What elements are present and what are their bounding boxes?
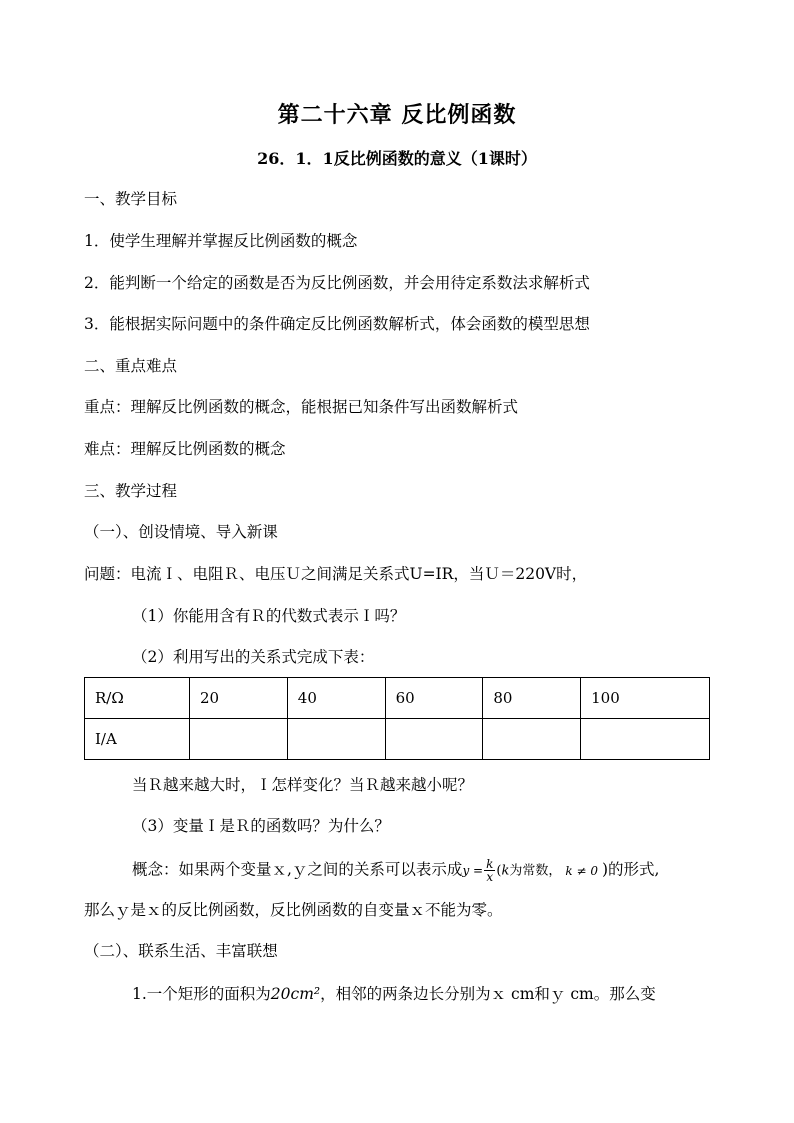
formula-paren: ( [496, 863, 502, 879]
section-heading-key-points: 二、重点难点 [84, 357, 178, 375]
example-1 [132, 983, 656, 1005]
goal-3: 3．能根据实际问题中的条件确定反比例函数解析式，体会函数的模型思想 [84, 315, 590, 333]
table-cell: 80 [483, 678, 581, 719]
problem-statement: 问题：电流Ｉ、电阻Ｒ、电压Ｕ之间满足关系式U=IR，当Ｕ＝220V时， [84, 565, 588, 583]
key-point: 重点：理解反比例函数的概念，能根据已知条件写出函数解析式 [84, 398, 519, 416]
table-cell [581, 719, 710, 760]
subsection-1: （一）、创设情境、导入新课 [84, 523, 278, 541]
formula-k: k [501, 863, 510, 879]
lesson-subtitle: 26．1．1反比例函数的意义（1课时） [257, 149, 537, 168]
fraction-numerator: k [486, 857, 494, 871]
concept-line [132, 858, 659, 883]
goal-2: 2．能判断一个给定的函数是否为反比例函数，并会用待定系数法求解析式 [84, 274, 590, 292]
formula-fraction [484, 858, 495, 883]
question-3: （3）变量Ｉ是Ｒ的函数吗？为什么？ [132, 817, 390, 835]
chapter-title: 第二十六章 反比例函数 [277, 102, 517, 128]
table-cell [190, 719, 288, 760]
difficult-point: 难点：理解反比例函数的概念 [84, 440, 286, 458]
table-cell: R/Ω [85, 678, 190, 719]
table-cell: 20 [190, 678, 288, 719]
table-cell [483, 719, 581, 760]
table-cell: I/A [85, 719, 190, 760]
formula-constant-text: 为常数， [509, 863, 562, 879]
example-1-area: 20cm² [270, 985, 321, 1003]
formula-k-not-zero: k ≠ 0 [565, 863, 598, 878]
section-heading-goals: 一、教学目标 [84, 190, 178, 208]
table-cell [385, 719, 483, 760]
question-1: （1）你能用含有Ｒ的代数式表示Ｉ吗？ [132, 607, 406, 625]
formula-y: y = [462, 863, 484, 878]
table-cell: 100 [581, 678, 710, 719]
concept-continuation: 那么ｙ是ｘ的反比例函数，反比例函数的自变量ｘ不能为零。 [84, 901, 503, 919]
table-row [85, 719, 710, 760]
question-after-table: 当Ｒ越来越大时，Ｉ怎样变化？当Ｒ越来越小呢？ [132, 776, 474, 794]
goal-1: 1．使学生理解并掌握反比例函数的概念 [84, 232, 358, 250]
concept-end: )的形式, [601, 860, 660, 879]
section-heading-process: 三、教学过程 [84, 482, 178, 500]
table-cell [287, 719, 385, 760]
example-1-text-a: 1.一个矩形的面积为 [132, 985, 271, 1003]
concept-text: 概念：如果两个变量ｘ,ｙ之间的关系可以表示成 [132, 860, 463, 879]
table-row [85, 678, 710, 719]
question-2: （2）利用写出的关系式完成下表： [132, 648, 375, 666]
table-cell: 40 [287, 678, 385, 719]
example-1-text-b: ，相邻的两条边长分别为ｘ cm和ｙ cm。那么变 [320, 985, 656, 1003]
fraction-denominator: x [486, 870, 494, 884]
resistance-current-table [84, 677, 710, 760]
table-cell: 60 [385, 678, 483, 719]
subsection-2: （二）、联系生活、丰富联想 [84, 942, 278, 960]
